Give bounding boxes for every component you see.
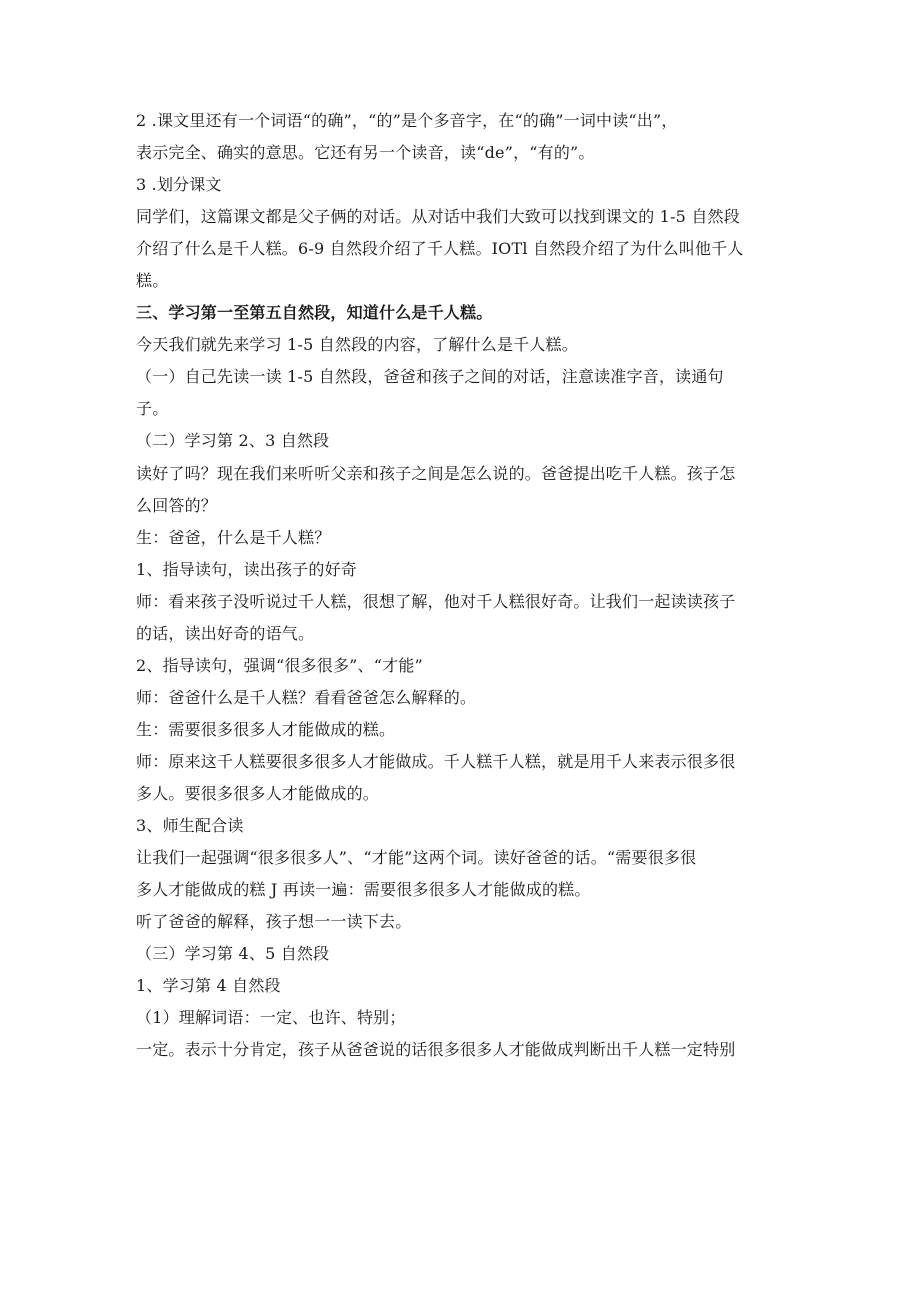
text-line: （三）学习第 4、5 自然段 (136, 944, 330, 964)
text-line: 么回答的？ (136, 495, 218, 515)
text-line: 多人。要很多很多人才能做成的。 (136, 783, 380, 803)
text-line: 的话，读出好奇的语气。 (136, 623, 315, 643)
text-line: 3 .划分课文 (136, 175, 222, 195)
text-line: 听了爸爸的解释，孩子想一一读下去。 (136, 912, 412, 932)
text-line: 让我们一起强调“很多很多人”、“才能”这两个词。读好爸爸的话。“需要很多很 (136, 848, 697, 868)
text-line: 1、学习第 4 自然段 (136, 976, 281, 996)
text-line: 生：爸爸，什么是千人糕？ (136, 527, 331, 547)
text-line: （一）自己先读一读 1-5 自然段，爸爸和孩子之间的对话，注意读准字音，读通句 (136, 367, 724, 387)
text-line: 1、指导读句，读出孩子的好奇 (136, 559, 357, 579)
text-line: 糕。 (136, 271, 169, 291)
text-line: 同学们，这篇课文都是父子俩的对话。从对话中我们大致可以找到课文的 1-5 自然段 (136, 207, 740, 227)
text-line: 师：看来孩子没听说过千人糕，很想了解，他对千人糕很好奇。让我们一起读读孩子 (136, 591, 736, 611)
text-line: 2、指导读句，强调“很多很多”、“才能” (136, 655, 423, 675)
text-line: 生：需要很多很多人才能做成的糕。 (136, 719, 396, 739)
text-line: 师：原来这千人糕要很多很多人才能做成。千人糕千人糕，就是用千人来表示很多很 (136, 751, 736, 771)
text-line: 读好了吗？现在我们来听听父亲和孩子之间是怎么说的。爸爸提出吃千人糕。孩子怎 (136, 463, 736, 483)
text-line: 子。 (136, 399, 169, 419)
document-body (136, 110, 776, 1071)
text-line: 一定。表示十分肯定，孩子从爸爸说的话很多很多人才能做成判断出千人糕一定特别 (136, 1040, 736, 1060)
text-line: 今天我们就先来学习 1-5 自然段的内容，了解什么是千人糕。 (136, 335, 578, 355)
section-heading: 三、学习第一至第五自然段，知道什么是千人糕。 (136, 303, 493, 323)
text-line: 师：爸爸什么是千人糕？看看爸爸怎么解释的。 (136, 687, 477, 707)
text-line: 2 .课文里还有一个词语“的确”，“的”是个多音字，在“的确”一词中读“出”， (136, 111, 678, 130)
text-line: 3、师生配合读 (136, 816, 244, 836)
text-line: （二）学习第 2、3 自然段 (136, 431, 330, 451)
text-line: 多人才能做成的糕 J 再读一遍：需要很多很多人才能做成的糕。 (136, 880, 591, 900)
text-line: （1）理解词语：一定、也许、特别； (136, 1008, 406, 1028)
text-line: 表示完全、确实的意思。它还有另一个读音，读“de”，“有的”。 (136, 143, 595, 163)
text-line: 介绍了什么是千人糕。6-9 自然段介绍了千人糕。IOTl 自然段介绍了为什么叫他千人 (136, 239, 744, 259)
